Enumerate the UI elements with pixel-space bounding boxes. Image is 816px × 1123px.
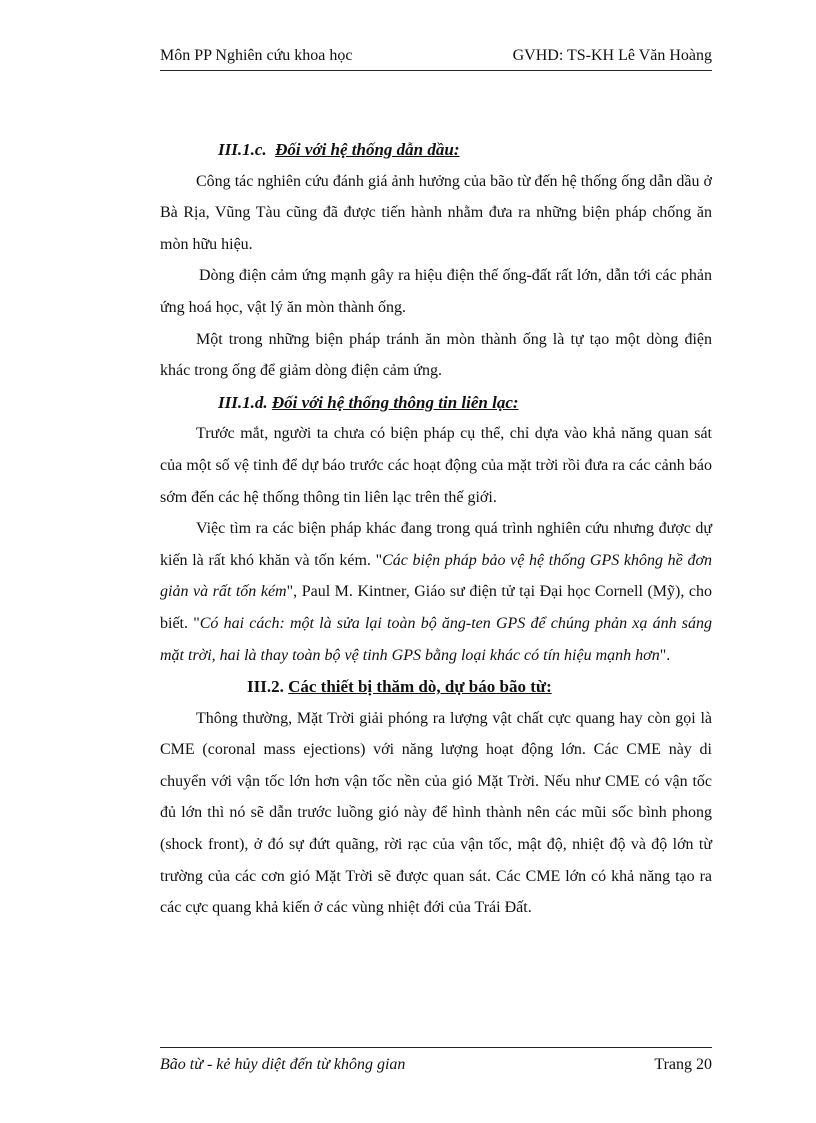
header-course: Môn PP Nghiên cứu khoa học (160, 47, 353, 64)
heading-equipment-title: Các thiết bị thăm dò, dự báo bão từ: (288, 677, 552, 697)
text: ". (659, 646, 671, 664)
paragraph: Trước mắt, người ta chưa có biện pháp cụ thể, chỉ dựa vào khả năng quan sát của một số vệ tinh để dự báo trước các hoạt động của mặt trời rồi đưa ra các cảnh báo sớm đến các hệ thống thông tin liên lạc trên thế giới. (160, 425, 712, 506)
page-header (160, 47, 712, 71)
paragraph-with-quotes (160, 513, 712, 671)
heading-communications-number: III.1.d. (218, 392, 268, 412)
paragraph: Thông thường, Mặt Trời giải phóng ra lượng vật chất cực quang hay còn gọi là CME (coronal mass ejections) với năng lượng hoạt động lớn. Các CME này di chuyển với vận tốc lớn hơn vận tốc nền của gió Mặt Trời. Nếu như CME có vận tốc đủ lớn thì nó sẽ dẫn trước luồng gió này để hình thành nên các mũi sốc bình phong (shock front), ở đó sự đứt quãng, rời rạc của vận tốc, mật độ, nhiệt độ và độ lớn từ trường của các cơn gió Mặt Trời sẽ được quan sát. Các CME lớn có khả năng tạo ra các cực quang khả kiến ở các vùng nhiệt đới của Trái Đất. (160, 709, 712, 917)
paragraph: Công tác nghiên cứu đánh giá ảnh hưởng của bão từ đến hệ thống ống dẫn dầu ở Bà Rịa, Vũng Tàu cũng đã được tiến hành nhằm đưa ra những biện pháp chống ăn mòn hữu hiệu. (160, 172, 712, 253)
page-footer (160, 1047, 712, 1074)
heading-communications (160, 387, 712, 419)
text: ", Paul M. Kintner, Giáo sư điện tử tại Đại học Cornell (Mỹ), cho biết. " (160, 583, 712, 632)
paragraph: Một trong những biện pháp tránh ăn mòn thành ống là tự tạo một dòng điện khác trong ống để giảm dòng điện cảm ứng. (160, 330, 712, 380)
heading-oil-pipeline-number: III.1.c. (218, 140, 267, 159)
quote: Có hai cách: một là sửa lại toàn bộ ăng-ten GPS để chúng phản xạ ánh sáng mặt trời, hai là thay toàn bộ vệ tinh GPS bằng loại khác có tín hiệu mạnh hơn (160, 614, 712, 664)
text: Việc tìm ra các biện pháp khác đang trong quá trình nghiên cứu nhưng được dự kiến là rất khó khăn và tốn kém. " (160, 520, 712, 569)
quote: Các biện pháp bảo vệ hệ thống GPS không hề đơn giản và rất tốn kém (160, 551, 713, 601)
page-number: Trang 20 (654, 1056, 712, 1073)
heading-oil-pipeline (160, 134, 712, 166)
footer-document-title: Bão từ - kẻ hủy diệt đến từ không gian (160, 1056, 406, 1073)
paragraph: Dòng điện cảm ứng mạnh gây ra hiệu điện thế ống-đất rất lớn, dẫn tới các phản ứng hoá học, vật lý ăn mòn thành ống. (160, 267, 712, 316)
header-advisor: GVHD: TS-KH Lê Văn Hoàng (512, 47, 712, 64)
heading-equipment (160, 671, 712, 703)
page-body (160, 134, 712, 924)
heading-equipment-number: III.2. (247, 677, 284, 697)
heading-communications-title: Đối với hệ thống thông tin liên lạc: (271, 392, 519, 412)
heading-oil-pipeline-title: Đối với hệ thống dẫn dầu: (275, 140, 460, 159)
